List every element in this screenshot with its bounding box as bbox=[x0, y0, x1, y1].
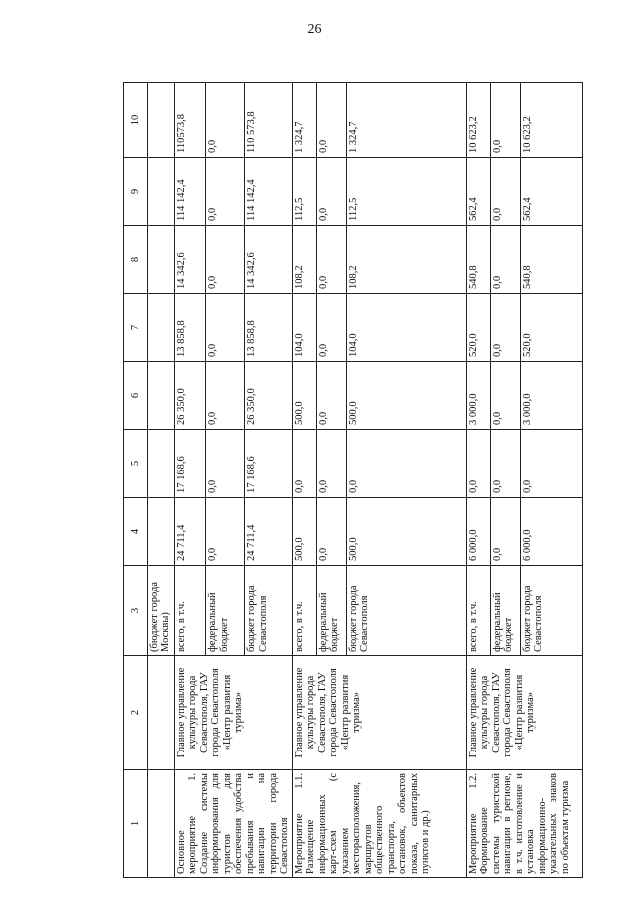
amount-cell: 0,0 bbox=[206, 83, 245, 158]
amount-cell: 0,0 bbox=[206, 362, 245, 430]
amount-cell: 26 350,0 bbox=[245, 362, 292, 430]
amount-cell: 0,0 bbox=[316, 362, 346, 430]
amount-cell: 112,5 bbox=[292, 158, 316, 226]
header-cell: 5 bbox=[124, 430, 148, 498]
amount-cell: 24 711,4 bbox=[245, 498, 292, 566]
activity-name: Мероприятие 1.1. Размещение информационных карт-схем (с указанием месторасположения, маршрутов общественного транспорта, остановок, объектов показа, санитарных пунктов и др.) bbox=[292, 770, 466, 878]
amount-cell: 114 142,4 bbox=[245, 158, 292, 226]
funding-source: бюджет города Севастополя bbox=[245, 566, 292, 656]
amount-cell: 562,4 bbox=[520, 158, 582, 226]
amount-cell: 110 573,8 bbox=[245, 83, 292, 158]
amount-cell: 3 000,0 bbox=[520, 362, 582, 430]
amount-cell: 0,0 bbox=[490, 83, 520, 158]
activity-name: Основное мероприятие 1. Создание системы информирования для туристов для обеспечения удобства пребывания и навигации на территории города Севастополя bbox=[174, 770, 292, 878]
table-row bbox=[292, 83, 316, 878]
amount-cell: 112,5 bbox=[346, 158, 466, 226]
amount-cell: 1 324,7 bbox=[346, 83, 466, 158]
executor: Главное управление культуры города Севастополя, ГАУ города Севастополя «Центр развития туризма» bbox=[174, 656, 292, 770]
amount-cell: 108,2 bbox=[346, 226, 466, 294]
amount-cell: 562,4 bbox=[466, 158, 490, 226]
amount-cell: 0,0 bbox=[292, 430, 316, 498]
amount-cell: 0,0 bbox=[346, 430, 466, 498]
top-strip-row bbox=[147, 83, 174, 878]
activity-name: Мероприятие 1.2. Формирование системы туристской навигации в регионе, в т.ч. изготовление и установка информационно-указательных знаков по объектам туризма bbox=[466, 770, 582, 878]
funding-table bbox=[123, 82, 583, 878]
header-cell: 4 bbox=[124, 498, 148, 566]
header-cell: 8 bbox=[124, 226, 148, 294]
amount-cell: 26 350,0 bbox=[174, 362, 205, 430]
amount-cell: 0,0 bbox=[316, 158, 346, 226]
header-cell: 6 bbox=[124, 362, 148, 430]
funding-source: федеральный бюджет bbox=[316, 566, 346, 656]
funding-source: всего, в т.ч. bbox=[174, 566, 205, 656]
amount-cell: 0,0 bbox=[206, 430, 245, 498]
funding-source: федеральный бюджет bbox=[490, 566, 520, 656]
top-strip-source: (бюджет города Москвы) bbox=[147, 566, 174, 656]
funding-source: всего, в т.ч. bbox=[292, 566, 316, 656]
amount-cell: 1 324,7 bbox=[292, 83, 316, 158]
table-row bbox=[174, 83, 205, 878]
amount-cell: 108,2 bbox=[292, 226, 316, 294]
table-body bbox=[174, 83, 582, 878]
funding-source: всего, в т.ч. bbox=[466, 566, 490, 656]
amount-cell: 0,0 bbox=[206, 158, 245, 226]
amount-cell: 500,0 bbox=[292, 498, 316, 566]
amount-cell: 104,0 bbox=[346, 294, 466, 362]
amount-cell: 0,0 bbox=[206, 294, 245, 362]
amount-cell: 0,0 bbox=[466, 430, 490, 498]
funding-source: бюджет города Севастополя bbox=[520, 566, 582, 656]
amount-cell: 0,0 bbox=[490, 430, 520, 498]
page-number: 26 bbox=[307, 22, 322, 37]
header-cell: 3 bbox=[124, 566, 148, 656]
amount-cell: 0,0 bbox=[490, 498, 520, 566]
amount-cell: 0,0 bbox=[316, 83, 346, 158]
amount-cell: 0,0 bbox=[206, 226, 245, 294]
header-cell: 9 bbox=[124, 158, 148, 226]
amount-cell: 0,0 bbox=[520, 430, 582, 498]
amount-cell: 500,0 bbox=[346, 362, 466, 430]
header-cell: 1 bbox=[124, 770, 148, 878]
amount-cell: 14 342,6 bbox=[245, 226, 292, 294]
table-row bbox=[466, 83, 490, 878]
header-row bbox=[124, 83, 148, 878]
amount-cell: 17 168,6 bbox=[174, 430, 205, 498]
amount-cell: 0,0 bbox=[490, 294, 520, 362]
amount-cell: 0,0 bbox=[316, 226, 346, 294]
amount-cell: 540,8 bbox=[466, 226, 490, 294]
amount-cell: 13 858,8 bbox=[245, 294, 292, 362]
amount-cell: 540,8 bbox=[520, 226, 582, 294]
amount-cell: 6 000,0 bbox=[466, 498, 490, 566]
amount-cell: 104,0 bbox=[292, 294, 316, 362]
amount-cell: 0,0 bbox=[316, 294, 346, 362]
amount-cell: 0,0 bbox=[206, 498, 245, 566]
amount-cell: 14 342,6 bbox=[174, 226, 205, 294]
amount-cell: 0,0 bbox=[316, 430, 346, 498]
amount-cell: 500,0 bbox=[292, 362, 316, 430]
amount-cell: 0,0 bbox=[490, 362, 520, 430]
amount-cell: 10 623,2 bbox=[466, 83, 490, 158]
amount-cell: 17 168,6 bbox=[245, 430, 292, 498]
amount-cell: 520,0 bbox=[520, 294, 582, 362]
header-cell: 7 bbox=[124, 294, 148, 362]
funding-source: федеральный бюджет bbox=[206, 566, 245, 656]
amount-cell: 500,0 bbox=[346, 498, 466, 566]
amount-cell: 13 858,8 bbox=[174, 294, 205, 362]
amount-cell: 0,0 bbox=[316, 498, 346, 566]
header-cell: 2 bbox=[124, 656, 148, 770]
amount-cell: 3 000,0 bbox=[466, 362, 490, 430]
executor: Главное управление культуры города Севастополя, ГАУ города Севастополя «Центр развития туризма» bbox=[466, 656, 582, 770]
amount-cell: 10 623,2 bbox=[520, 83, 582, 158]
amount-cell: 6 000,0 bbox=[520, 498, 582, 566]
amount-cell: 520,0 bbox=[466, 294, 490, 362]
amount-cell: 24 711,4 bbox=[174, 498, 205, 566]
rotated-table-wrapper bbox=[123, 83, 571, 878]
amount-cell: 0,0 bbox=[490, 158, 520, 226]
amount-cell: 110573,8 bbox=[174, 83, 205, 158]
amount-cell: 0,0 bbox=[490, 226, 520, 294]
executor: Главное управление культуры города Севастополя, ГАУ города Севастополя «Центр развития туризма» bbox=[292, 656, 466, 770]
funding-source: бюджет города Севастополя bbox=[346, 566, 466, 656]
header-cell: 10 bbox=[124, 83, 148, 158]
amount-cell: 114 142,4 bbox=[174, 158, 205, 226]
